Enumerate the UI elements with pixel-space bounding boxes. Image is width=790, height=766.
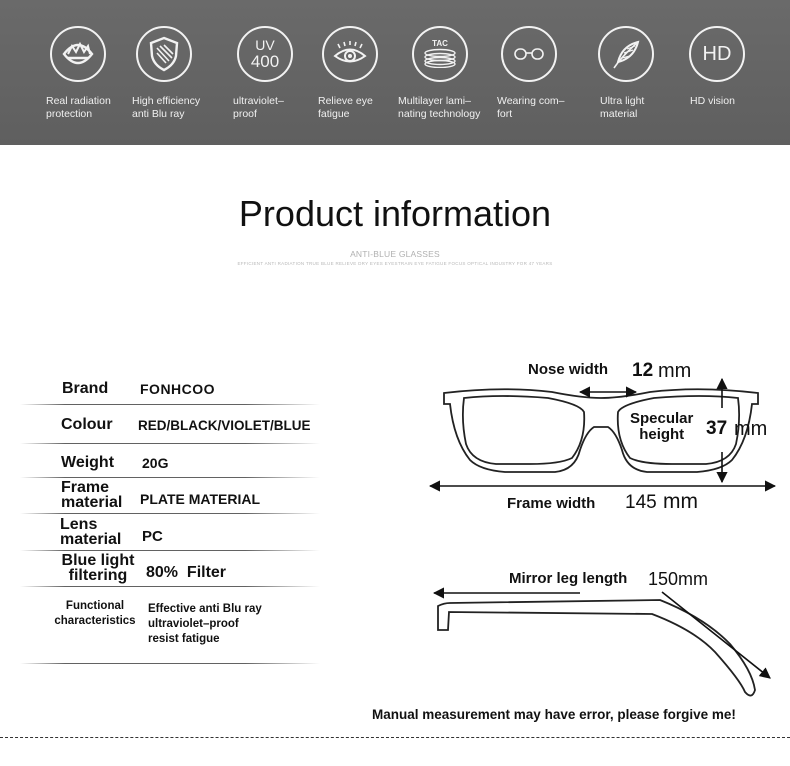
feature-caption: Multilayer lami– nating technology xyxy=(398,95,481,120)
feature-hd xyxy=(685,26,773,108)
glasses-temple-outline xyxy=(438,600,755,696)
spec-label: Blue light filtering xyxy=(61,552,135,584)
feature-banner xyxy=(0,0,790,145)
spec-value: Effective anti Blu ray ultraviolet–proof resist fatigue xyxy=(148,603,262,645)
frame-width-value: 145 xyxy=(625,492,657,513)
feature-radiation xyxy=(46,26,134,120)
mirror-leg-value: 150mm xyxy=(648,569,709,589)
mirror-leg-arrow-end xyxy=(662,592,770,678)
subtitle: ANTI-BLUE GLASSES xyxy=(350,249,440,259)
radiation-shield-icon xyxy=(50,26,106,82)
feature-caption: ultraviolet– proof xyxy=(233,95,284,120)
nose-width-label: Nose width xyxy=(528,361,609,378)
shield-icon xyxy=(136,26,192,82)
eye-icon xyxy=(322,26,378,82)
divider xyxy=(20,586,320,587)
spec-value: PLATE MATERIAL xyxy=(140,491,261,507)
tac-layers-icon: TAC xyxy=(412,26,468,82)
dashed-divider xyxy=(0,737,790,738)
mirror-leg-label: Mirror leg length xyxy=(509,570,628,587)
feature-uv xyxy=(233,26,321,120)
divider xyxy=(20,443,320,444)
divider xyxy=(20,513,320,514)
spec-label: Colour xyxy=(61,416,113,433)
feature-eye xyxy=(318,26,406,120)
spec-label: Weight xyxy=(61,454,115,471)
spec-label: Lens material xyxy=(60,516,122,548)
nose-width-unit: mm xyxy=(658,360,692,382)
spec-value: FONHCOO xyxy=(140,381,216,397)
feature-caption: Wearing com– fort xyxy=(497,95,565,120)
feature-caption: Relieve eye fatigue xyxy=(318,95,373,120)
nose-width-value: 12 xyxy=(632,360,654,381)
frame-width-unit: mm xyxy=(663,490,698,513)
specular-height-label: Specular height xyxy=(630,410,694,443)
spec-value: 80% Filter xyxy=(146,564,227,581)
spec-label: Brand xyxy=(62,380,109,397)
feature-caption: High efficiency anti Blu ray xyxy=(132,95,201,120)
divider xyxy=(20,477,320,478)
feature-tac xyxy=(398,26,486,120)
feature-light xyxy=(594,26,682,120)
measurement-note: Manual measurement may have error, please forgive me! xyxy=(372,707,736,722)
divider xyxy=(20,550,320,551)
tagline: EFFICIENT ANTI RADIATION TRUE BLUE RELIEVE DRY EYES EYESTRAIN EYE FATIGUE FOCUS OPTICAL INDUSTRY FOR 47 YEARS xyxy=(237,261,553,266)
specular-height-value: 37 xyxy=(706,418,728,439)
feature-caption: Ultra light material xyxy=(600,95,645,120)
frame-width-label: Frame width xyxy=(507,495,596,512)
hd-icon: HD xyxy=(689,26,745,82)
spec-label: Functional characteristics xyxy=(54,600,136,627)
feature-anti-blue xyxy=(132,26,220,120)
feature-comfort xyxy=(497,26,585,120)
specular-height-unit: mm xyxy=(734,418,768,440)
feather-icon xyxy=(598,26,654,82)
divider xyxy=(20,404,320,405)
glasses-icon xyxy=(501,26,557,82)
divider xyxy=(20,663,320,664)
feature-caption: Real radiation protection xyxy=(46,95,111,120)
spec-label: Frame material xyxy=(61,479,123,511)
page-title: Product information xyxy=(238,193,552,234)
spec-value: 20G xyxy=(142,455,169,471)
spec-value: PC xyxy=(142,528,163,545)
spec-value: RED/BLACK/VIOLET/BLUE xyxy=(138,418,311,433)
feature-caption: HD vision xyxy=(690,95,735,107)
uv400-icon: UV 400 xyxy=(237,26,293,82)
